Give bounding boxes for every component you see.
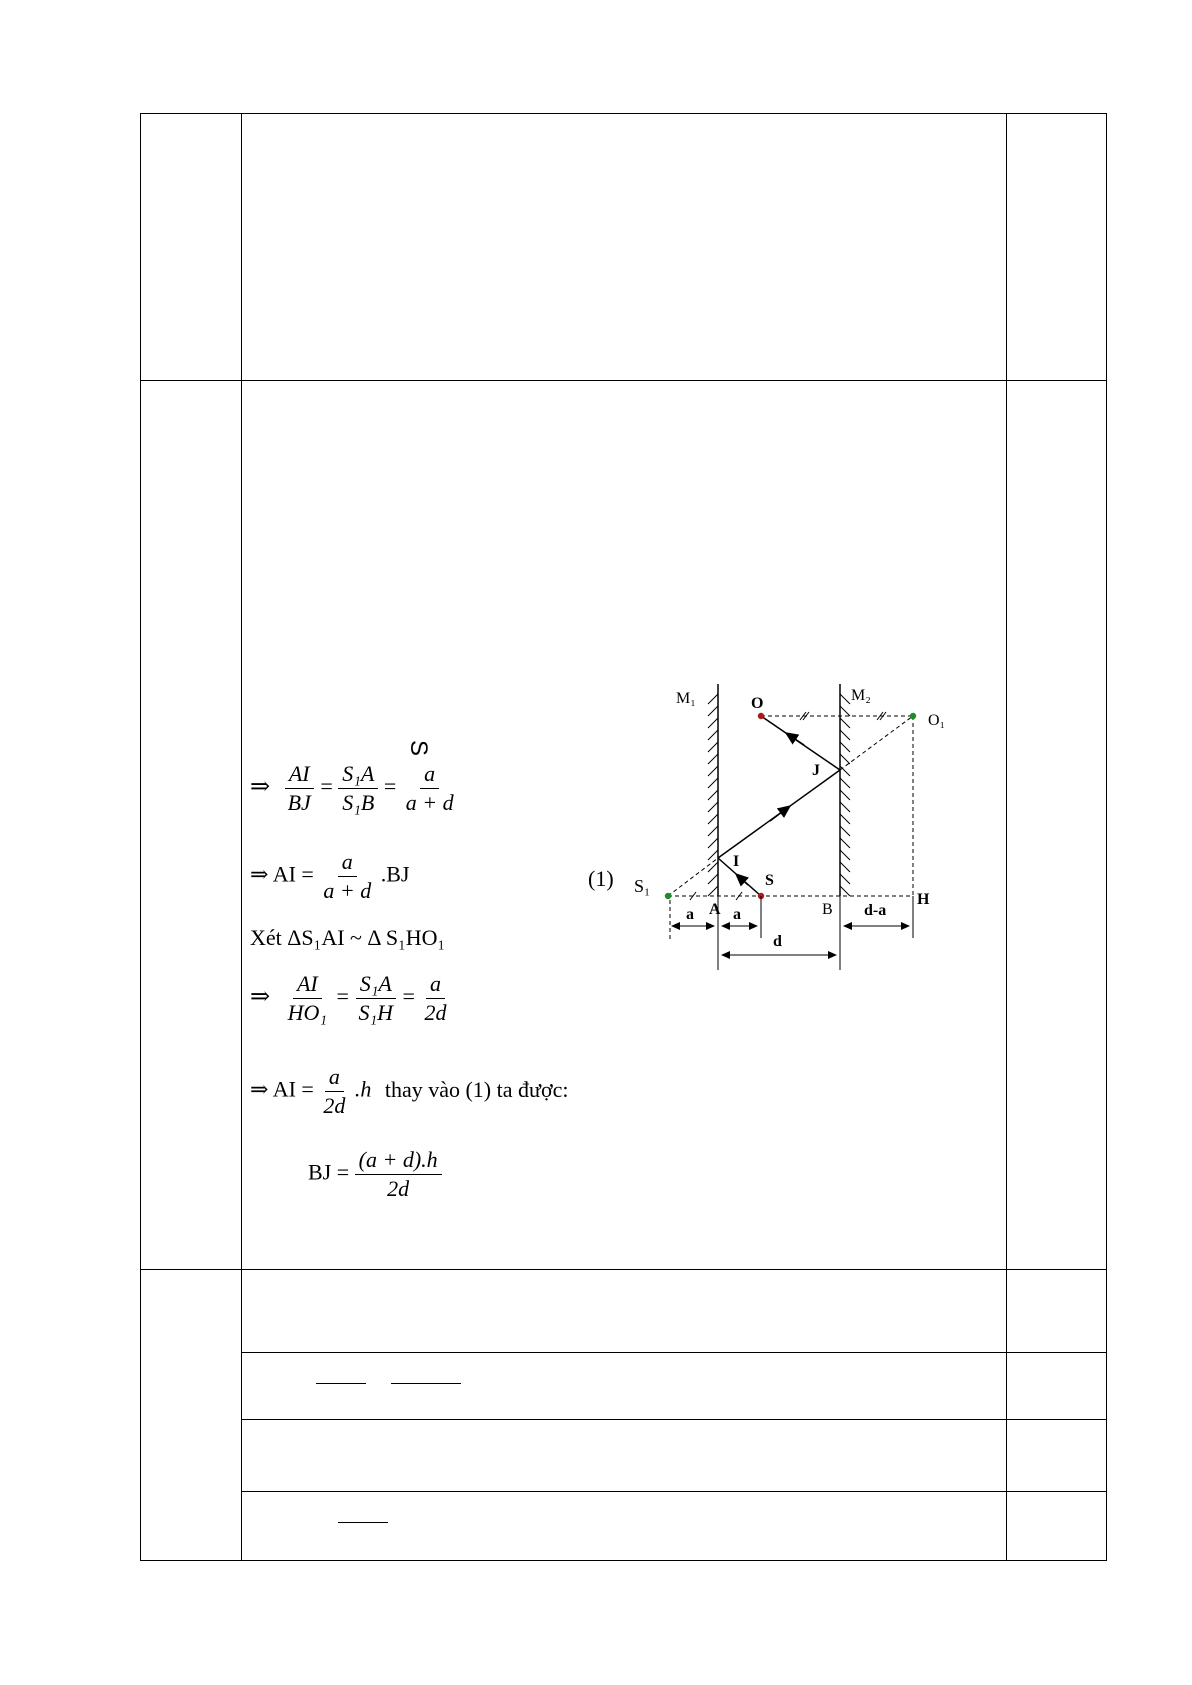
equation-ai-h: ⇒ AI = $\frac{a}{2d}$ .h thay vào (1) ta được:	[250, 1064, 569, 1118]
label-m1: M₁	[676, 690, 696, 707]
ray-arrow-i-j	[770, 806, 790, 821]
label-m2: M₂	[851, 687, 871, 704]
label-o1: O₁	[928, 712, 946, 729]
label-b-point: B	[822, 901, 833, 918]
similar-triangles-line: Xét ΔS₁AI ~ Δ S₁HO₁	[250, 925, 446, 950]
equation-ai-eq-1: ⇒ AI = $\frac{a}{a + d}$ .BJ	[250, 849, 410, 903]
equal-marks	[690, 712, 886, 900]
point-o1	[910, 713, 916, 719]
ray-arrow-j-o	[786, 733, 804, 745]
ray-arrow-s-i	[736, 874, 748, 885]
label-dim-a-left: a	[686, 906, 694, 923]
label-dim-d: d	[773, 933, 782, 950]
label-s1: S₁	[634, 876, 651, 896]
point-o	[758, 713, 764, 719]
label-o: O	[751, 695, 764, 712]
label-j: J	[812, 762, 820, 779]
equation-ratio-ai-ho1: ⇒ $\frac{AI}{\text{HO₁}}$ = $\frac{\text{S₁A}}{\text{S₁H}}$ = $\frac{a}{2d}$	[250, 971, 447, 1025]
label-dim-a-right: a	[733, 906, 741, 923]
equation-ratio-ai-bj: ⇒ $\frac{AI}{BJ}$ = $\frac{\text{S₁A}}{\text{S₁B}}$ = $\frac{a}{a + d}$	[250, 761, 454, 815]
label-dim-d-minus-a: d-a	[864, 902, 887, 919]
label-a-point: A	[709, 901, 721, 918]
equation-bj-result: BJ = $\frac{(a + d).h}{2d}$	[308, 1146, 442, 1203]
label-i: I	[733, 853, 740, 870]
label-s: S	[765, 872, 774, 889]
point-s1	[665, 893, 671, 899]
label-h-point: H	[917, 891, 930, 908]
rotated-s-label: S	[405, 739, 433, 757]
equation-reference: (1)	[588, 866, 614, 891]
